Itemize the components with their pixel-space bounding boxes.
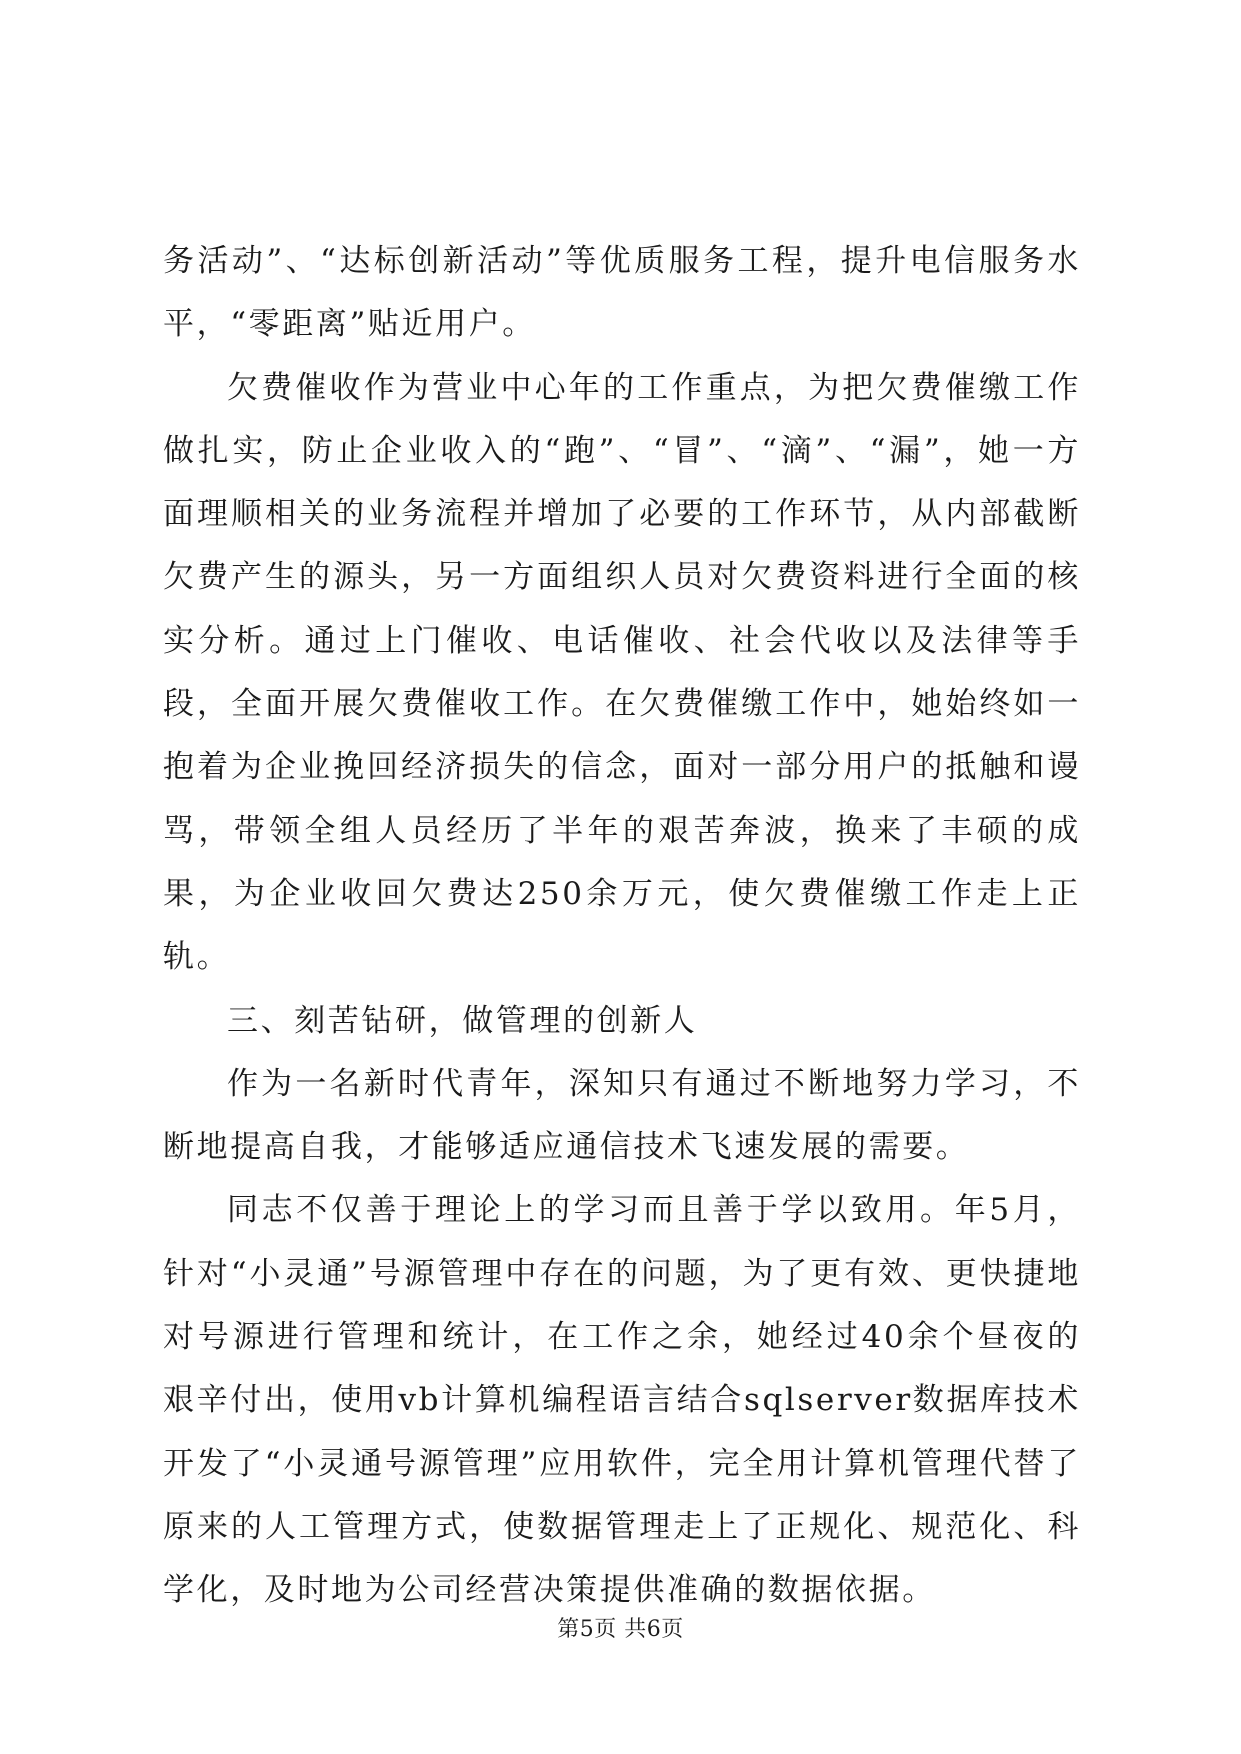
section-heading: 三、刻苦钻研，做管理的创新人 — [227, 1002, 698, 1039]
page-footer: 第5页 共6页 — [557, 1617, 684, 1642]
document-body — [163, 230, 1081, 1623]
paragraph-1: 务活动”、“达标创新活动”等优质服务工程，提升电信服务水平，“零距离”贴近用户。 — [163, 243, 1081, 343]
paragraph-3: 作为一名新时代青年，深知只有通过不断地努力学习，不断地提高自我，才能够适应通信技术飞速发展的需要。 — [163, 1065, 1081, 1166]
paragraph-2: 欠费催收作为营业中心年的工作重点，为把欠费催缴工作做扎实，防止企业收入的“跑”、“冒”、“滴”、“漏”，她一方面理顺相关的业务流程并增加了必要的工作环节，从内部截断欠费产生的源头，另一方面组织人员对欠费资料进行全面的核实分析。通过上门催收、电话催收、社会代收以及法律等手段，全面开展欠费催收工作。在欠费催缴工作中，她始终如一抱着为企业挽回经济损失的信念，面对一部分用户的抵触和谩骂，带领全组人员经历了半年的艰苦奔波，换来了丰硕的成果，为企业收回欠费达250余万元，使欠费催缴工作走上正轨。 — [163, 369, 1081, 976]
paragraph-4: 同志不仅善于理论上的学习而且善于学以致用。年5月，针对“小灵通”号源管理中存在的问题，为了更有效、更快捷地对号源进行管理和统计，在工作之余，她经过40余个昼夜的艰辛付出，使用vb计算机编程语言结合sqlserver数据库技术开发了“小灵通号源管理”应用软件，完全用计算机管理代替了原来的人工管理方式，使数据管理走上了正规化、规范化、科学化，及时地为公司经营决策提供准确的数据依据。 — [163, 1192, 1081, 1609]
